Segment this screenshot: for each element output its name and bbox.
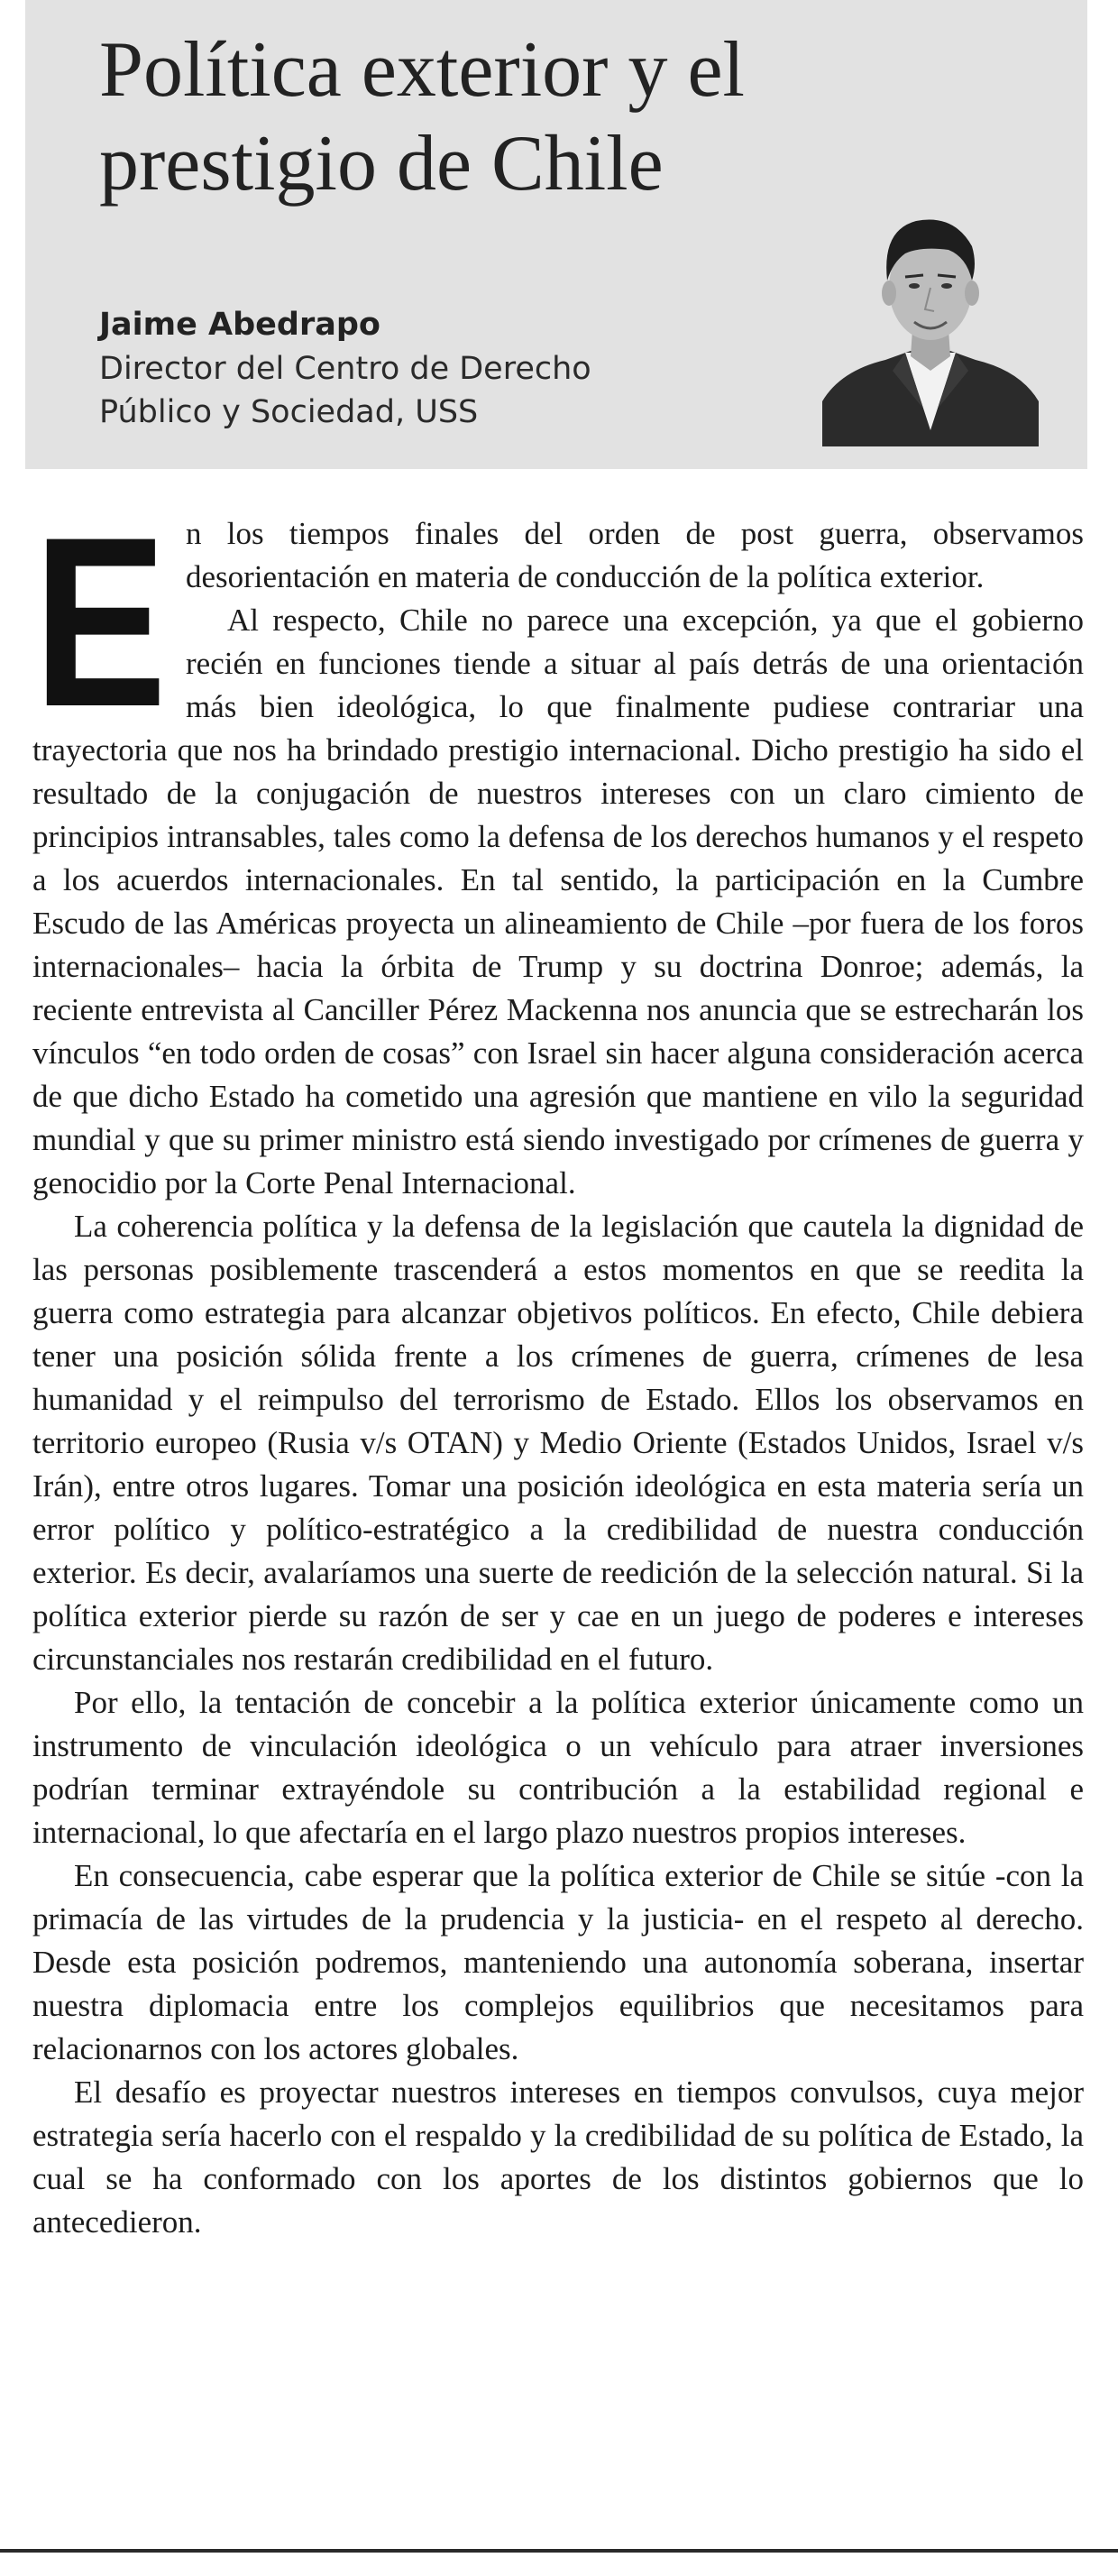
dropcap-letter (32, 486, 168, 757)
author-role: Director del Centro de Derecho Público y Sociedad, USS (99, 351, 591, 430)
article-body (32, 486, 1084, 2244)
article-paragraph: Al respecto, Chile no parece una excepción, ya que el gobierno recién en funciones tiende a situar al país detrás de una orientación más bien ideológica, lo que finalmente pudiese contrariar una trayectoria que nos ha brindado prestigio internacional. Dicho prestigio ha sido el resultado de la conjugación de nuestros intereses con un claro cimiento de principios intransables, tales como la defensa de los derechos humanos y el respeto a los acuerdos internacionales. En tal sentido, la participación en la Cumbre Escudo de las Américas proyecta un alineamiento de Chile –por fuera de los foros internacionales– hacia la órbita de Trump y su doctrina Donroe; además, la reciente entrevista al Canciller Pérez Mackenna nos anuncia que se estrecharán los vínculos “en todo orden de cosas” con Israel sin hacer alguna consideración acerca de que dicho Estado ha cometido una agresión que mantiene en vilo la seguridad mundial y que su primer ministro está siendo investigado por crímenes de guerra y genocidio por la Corte Penal Internacional. (32, 603, 1084, 1201)
author-portrait (822, 194, 1039, 446)
first-paragraph-text: n los tiempos finales del orden de post guerra, observamos desorientación en materia de conducción de la política exterior. (186, 516, 1084, 594)
article-paragraph: Por ello, la tentación de concebir a la política exterior únicamente como un instrumento de vinculación ideológica o un vehículo para atraer inversiones podrían terminar extrayéndole su contribución a la estabilidad regional e internacional, lo que afectaría en el largo plazo nuestros propios intereses. (32, 1685, 1084, 1850)
author-name: Jaime Abedrapo (99, 307, 380, 343)
article-paragraph: La coherencia política y la defensa de la legislación que cautela la dignidad de las personas posiblemente trascenderá a estos momentos en que se reedita la guerra como estrategia para alcanzar objetivos políticos. En efecto, Chile debiera tener una posición sólida frente a los crímenes de guerra, crímenes de lesa humanidad y el reimpulso del terrorismo de Estado. Ellos los observamos en territorio europeo (Rusia v/s OTAN) y Medio Oriente (Estados Unidos, Israel v/s Irán), entre otros lugares. Tomar una posición ideológica en esta materia sería un error político y político-estratégico a la credibilidad de nuestra conducción exterior. Es decir, avalaríamos una suerte de reedición de la selección natural. Si la política exterior pierde su razón de ser y cae en un juego de poderes e intereses circunstanciales nos restarán credibilidad en el futuro. (32, 1209, 1084, 1677)
article-paragraph: El desafío es proyectar nuestros intereses en tiempos convulsos, cuya mejor estrategia sería hacerlo con el respaldo y la credibilidad de su política de Estado, la cual se ha conformado con los aportes de los distintos gobiernos que lo antecedieron. (32, 2075, 1084, 2240)
article-headline: Política exterior y el prestigio de Chile (99, 26, 745, 207)
dropcap-glyph: E (33, 486, 167, 757)
bottom-rule (0, 2549, 1118, 2553)
article-paragraph: En consecuencia, cabe esperar que la política exterior de Chile se sitúe -con la primacía de las virtudes de la prudencia y la justicia- en el respeto al derecho. Desde esta posición podremos, manteniendo una autonomía soberana, insertar nuestra diplomacia entre los complejos equilibrios que necesitamos para relacionarnos con los actores globales. (32, 1858, 1084, 2066)
article-paragraph (32, 486, 1084, 757)
